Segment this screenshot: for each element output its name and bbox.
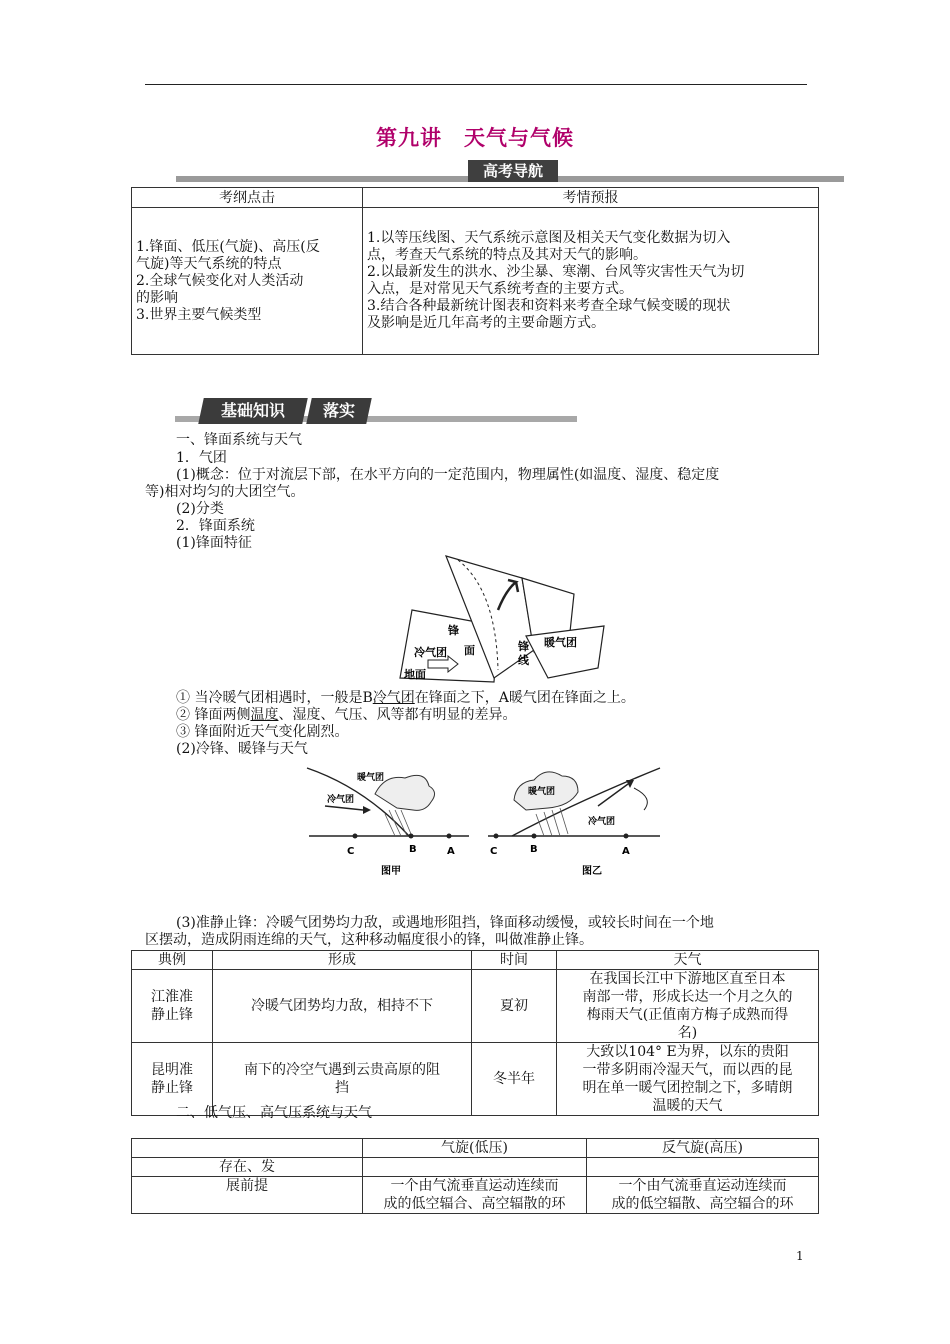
banner-label: 基础知识 [198,398,308,424]
front-surface-figure [398,550,610,686]
header-forecast: 考情预报 [363,188,819,208]
table-row [132,970,819,1043]
cell-weather: 在我国长江中下游地区直至日本 南部一带，形成长达一个月之久的 梅雨天气(正值南方梅子成熟而得 名) [557,970,819,1043]
text-line: 入点，是对常见天气系统考查的主要方式。 [367,281,633,297]
label-cold-air: 冷气团 [327,795,355,805]
figure-caption: 图甲 [381,866,401,877]
label-front: 锋 [448,624,459,637]
row-label: 存在、发 [132,1158,363,1177]
cell-name: 昆明准 静止锋 [132,1043,213,1116]
cell-name: 江淮准 静止锋 [132,970,213,1043]
subheading: (2)冷锋、暖锋与天气 [176,741,308,757]
subheading: (2)分类 [176,501,224,517]
row-label: 展前提 [132,1177,363,1214]
cell-formation: 南下的冷空气遇到云贵高原的阻 挡 [213,1043,472,1116]
nav-banner [176,160,844,182]
label-face: 面 [464,644,475,657]
text-line: 3.世界主要气候类型 [136,306,262,323]
text-line: 2.以最新发生的洪水、沙尘暴、寒潮、台风等灾害性天气为切 [367,264,745,280]
heading-2: 二、低气压、高气压系统与天气 [176,1105,372,1121]
paragraph: ① 当冷暖气团相遇时，一般是B冷气团在锋面之下，A暖气团在锋面之上。 [176,690,635,706]
header-formation: 形成 [213,951,472,970]
text-line: 点，考查天气系统的特点及其对天气的影响。 [367,247,647,263]
cell-cyclone: 一个由气流垂直运动连续而 成的低空辐合、高空辐散的环 [363,1177,587,1214]
label-front-line: 线 [518,654,529,667]
label-cold-air: 冷气团 [414,646,447,659]
header-blank [132,1139,363,1158]
cell-weather: 大致以104° E为界，以东的贵阳 一带多阴雨冷湿天气，而以西的昆 明在单一暖气团控制之下，多晴朗 温暖的天气 [557,1043,819,1116]
label-ground: 地面 [404,668,426,681]
header-rule [145,84,807,85]
point-b: B [409,844,417,855]
label-warm-air: 暖气团 [544,636,577,649]
header-example: 典例 [132,951,213,970]
outline-table [131,187,819,355]
text-line: 3.结合各种最新统计图表和资料来考查全球气候变暖的现状 [367,298,731,314]
header-outline: 考纲点击 [132,188,363,208]
text-line: 气旋)等天气系统的特点 [136,255,282,272]
text-line: 及影响是近几年高考的主要命题方式。 [367,315,605,331]
page-title: 第九讲 天气与气候 [376,125,574,150]
banner-label: 高考导航 [468,160,558,182]
quasi-stationary-front-table [131,950,819,1116]
cell-time: 夏初 [472,970,557,1043]
warm-front-figure [486,764,662,880]
paragraph: 区摆动，造成阴雨连绵的天气，这种移动幅度很小的锋，叫做准静止锋。 [145,932,593,948]
paragraph: (1)概念：位于对流层下部，在水平方向的一定范围内，物理属性(如温度、湿度、稳定度 [176,467,720,483]
text-line: 2.全球气候变化对人类活动 [136,272,304,289]
text-line: 的影响 [136,289,178,306]
page-number: 1 [796,1249,804,1263]
cell-anticyclone: 一个由气流垂直运动连续而 成的低空辐散、高空辐合的环 [587,1177,819,1214]
label-warm-air: 暖气团 [357,773,385,783]
point-c: C [490,846,498,857]
header-cyclone: 气旋(低压) [363,1139,587,1158]
label-front-line: 锋 [518,640,529,653]
cell-time: 冬半年 [472,1043,557,1116]
label-warm-air: 暖气团 [528,787,556,797]
point-c: C [347,846,355,857]
forecast-points [363,208,819,355]
outline-points [132,208,363,355]
pressure-system-table [131,1138,819,1214]
point-a: A [622,846,630,857]
point-b: B [530,844,538,855]
heading-1-2: 2．锋面系统 [176,518,255,534]
header-time: 时间 [472,951,557,970]
paragraph: ③ 锋面附近天气变化剧烈。 [176,724,349,740]
point-a: A [447,846,455,857]
cold-front-figure [305,764,473,880]
heading-1-1: 1．气团 [176,450,227,466]
subheading: (1)锋面特征 [176,535,252,551]
paragraph: (3)准静止锋：冷暖气团势均力敌，或遇地形阻挡，锋面移动缓慢，或较长时间在一个地 [176,915,714,931]
header-weather: 天气 [557,951,819,970]
heading-1: 一、锋面系统与天气 [176,432,302,448]
paragraph: ② 锋面两侧温度、湿度、气压、风等都有明显的差异。 [176,707,517,723]
text-line: 1.以等压线图、天气系统示意图及相关天气变化数据为切入 [367,230,731,246]
banner-label: 落实 [306,398,372,424]
header-anticyclone: 反气旋(高压) [587,1139,819,1158]
paragraph: 等)相对均匀的大团空气。 [145,484,305,500]
section-banner [175,396,577,426]
text-line: 1.锋面、低压(气旋)、高压(反 [136,238,320,255]
label-cold-air: 冷气团 [588,817,616,827]
figure-caption: 图乙 [582,866,602,877]
cell-formation: 冷暖气团势均力敌，相持不下 [213,970,472,1043]
